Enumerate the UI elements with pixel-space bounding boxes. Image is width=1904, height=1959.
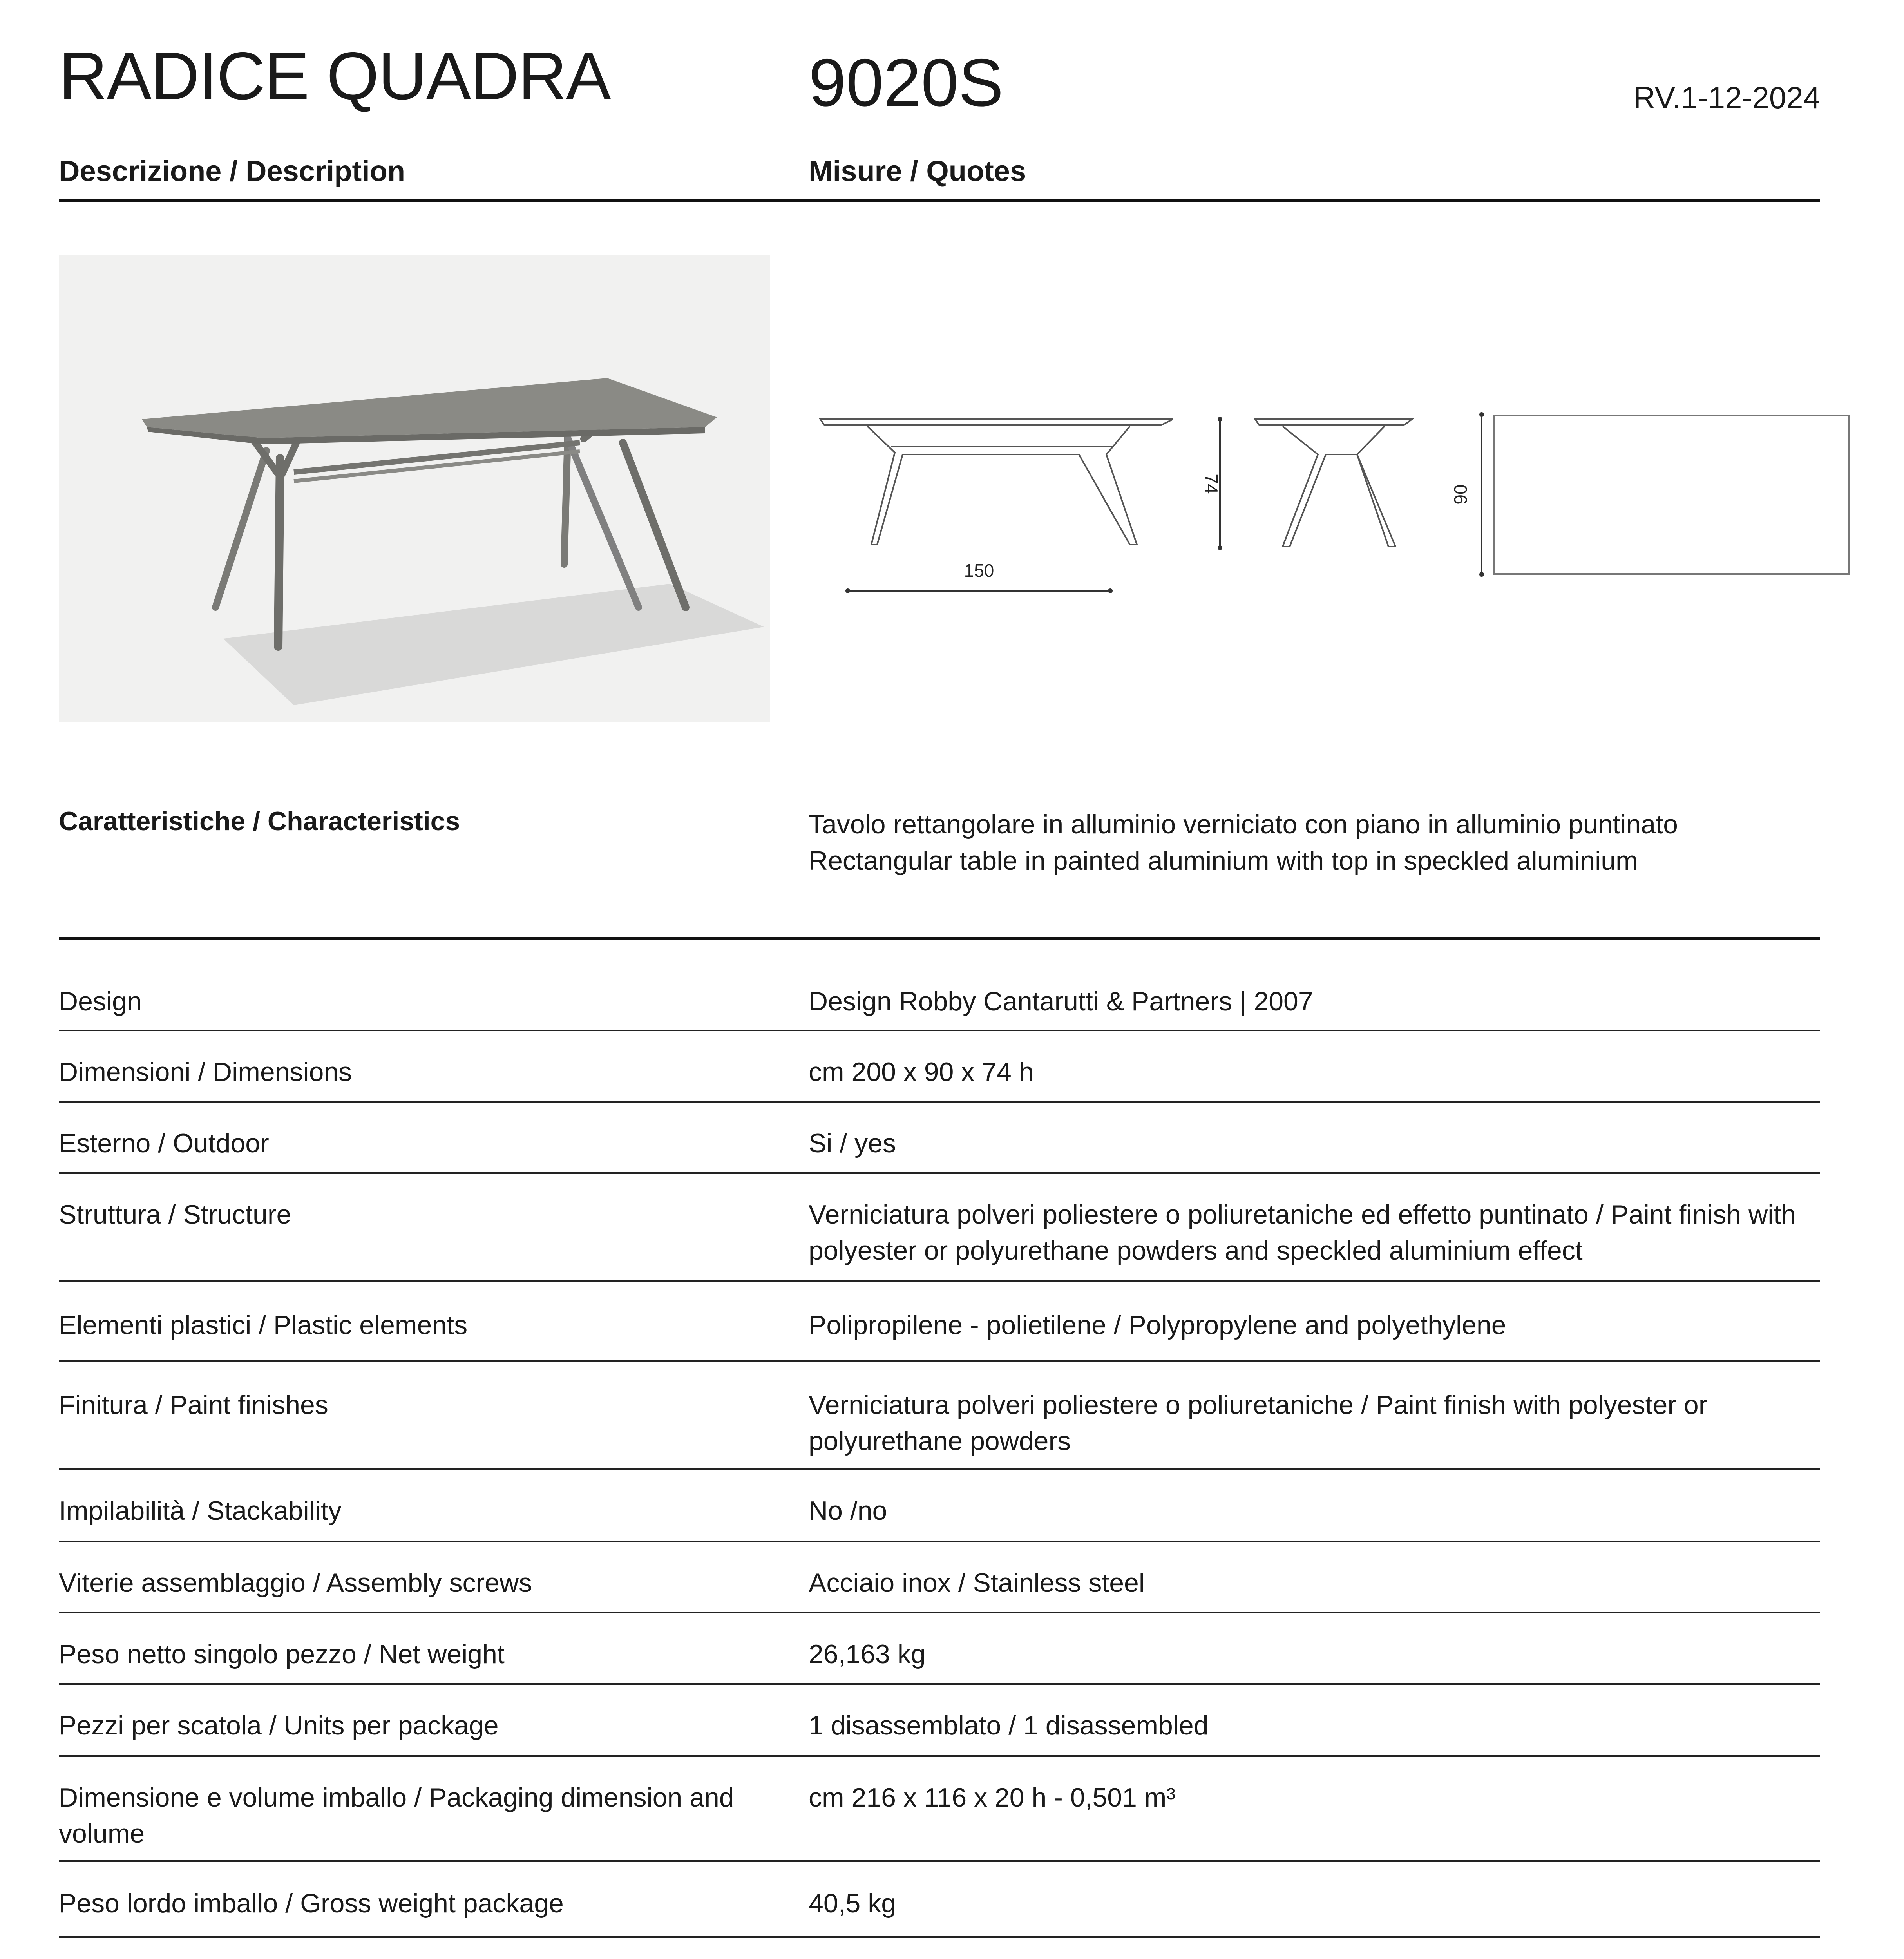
length-dimension-label: 150	[964, 560, 994, 581]
spec-label: Peso lordo imballo / Gross weight package	[59, 1888, 564, 1918]
spec-value: Design Robby Cantarutti & Partners | 2007	[809, 987, 1313, 1016]
dimension-tick	[845, 588, 850, 593]
spec-value: Acciaio inox / Stainless steel	[809, 1568, 1145, 1598]
spec-label: Design	[59, 987, 142, 1016]
product-code: 9020S	[809, 45, 1004, 120]
technical-drawing	[809, 392, 1859, 611]
front-view-frame	[867, 426, 1137, 545]
table-leg	[623, 443, 686, 607]
section-description-heading: Descrizione / Description	[59, 155, 405, 187]
dimension-tick	[1218, 545, 1222, 550]
characteristics-text	[809, 806, 1678, 879]
table-leg	[278, 458, 280, 646]
plan-view-top	[1494, 415, 1849, 574]
characteristics-line-it: Tavolo rettangolare in alluminio verniciato con piano in alluminio puntinato	[809, 809, 1678, 839]
spec-value: Verniciatura polveri poliestere o poliuretaniche / Paint finish with polyester or polyurethane powders	[809, 1390, 1708, 1456]
section-measures-heading: Misure / Quotes	[809, 155, 1026, 187]
spec-label: Dimensioni / Dimensions	[59, 1057, 352, 1087]
spec-value: Polipropilene - polietilene / Polypropylene and polyethylene	[809, 1310, 1506, 1340]
spec-row	[59, 1938, 1820, 1959]
spec-value: cm 200 x 90 x 74 h	[809, 1057, 1034, 1087]
table-leg	[215, 451, 266, 607]
spec-label: Elementi plastici / Plastic elements	[59, 1310, 468, 1340]
product-name: RADICE QUADRA	[59, 38, 610, 114]
spec-row	[59, 1031, 1820, 1103]
side-view-top	[1255, 419, 1412, 425]
spec-row	[59, 1542, 1820, 1613]
spec-row	[59, 1757, 1820, 1862]
spec-row	[59, 1862, 1820, 1938]
table-render-illustration	[59, 255, 770, 722]
dimension-tick	[1479, 572, 1484, 577]
spec-row	[59, 1685, 1820, 1757]
depth-dimension-label: 90	[1450, 484, 1471, 505]
spec-row	[59, 1174, 1820, 1282]
spec-value: No /no	[809, 1496, 887, 1526]
revision-label: RV.1-12-2024	[1633, 80, 1820, 115]
dimension-tick	[1218, 417, 1222, 422]
spec-value: Si / yes	[809, 1128, 896, 1158]
dimension-tick	[1479, 412, 1484, 417]
spec-label: Pezzi per scatola / Units per package	[59, 1711, 499, 1740]
dimension-drawings	[809, 392, 1859, 611]
spec-label: Finitura / Paint finishes	[59, 1390, 328, 1420]
characteristics-line-en: Rectangular table in painted aluminium with top in speckled aluminium	[809, 846, 1638, 876]
spec-value: 40,5 kg	[809, 1888, 896, 1918]
spec-row	[59, 1282, 1820, 1362]
spec-value: cm 216 x 116 x 20 h - 0,501 m³	[809, 1783, 1176, 1812]
spec-row	[59, 1470, 1820, 1542]
spec-label: Esterno / Outdoor	[59, 1128, 269, 1158]
spec-row	[59, 1103, 1820, 1174]
dimension-tick	[1108, 588, 1113, 593]
spec-label: Struttura / Structure	[59, 1200, 291, 1229]
spec-row	[59, 1362, 1820, 1470]
characteristics-divider	[59, 937, 1820, 940]
spec-label: Dimensione e volume imballo / Packaging dimension and volume	[59, 1783, 734, 1849]
spec-row	[59, 1613, 1820, 1685]
spec-label: Impilabilità / Stackability	[59, 1496, 342, 1526]
height-dimension-label: 74	[1201, 474, 1222, 494]
spec-value: Verniciatura polveri poliestere o poliuretaniche ed effetto puntinato / Paint finish with polyester or polyurethane powders and speckled aluminium effect	[809, 1200, 1796, 1266]
product-photo	[59, 255, 770, 722]
characteristics-label: Caratteristiche / Characteristics	[59, 806, 460, 836]
spec-row	[59, 940, 1820, 1031]
header-divider	[59, 199, 1820, 202]
spec-label: Viterie assemblaggio / Assembly screws	[59, 1568, 532, 1598]
spec-label: Peso netto singolo pezzo / Net weight	[59, 1639, 505, 1669]
side-view-frame	[1283, 426, 1395, 547]
spec-table	[59, 940, 1820, 1959]
spec-value: 1 disassemblato / 1 disassembled	[809, 1711, 1209, 1740]
front-view-top	[820, 419, 1173, 425]
spec-value: 26,163 kg	[809, 1639, 926, 1669]
